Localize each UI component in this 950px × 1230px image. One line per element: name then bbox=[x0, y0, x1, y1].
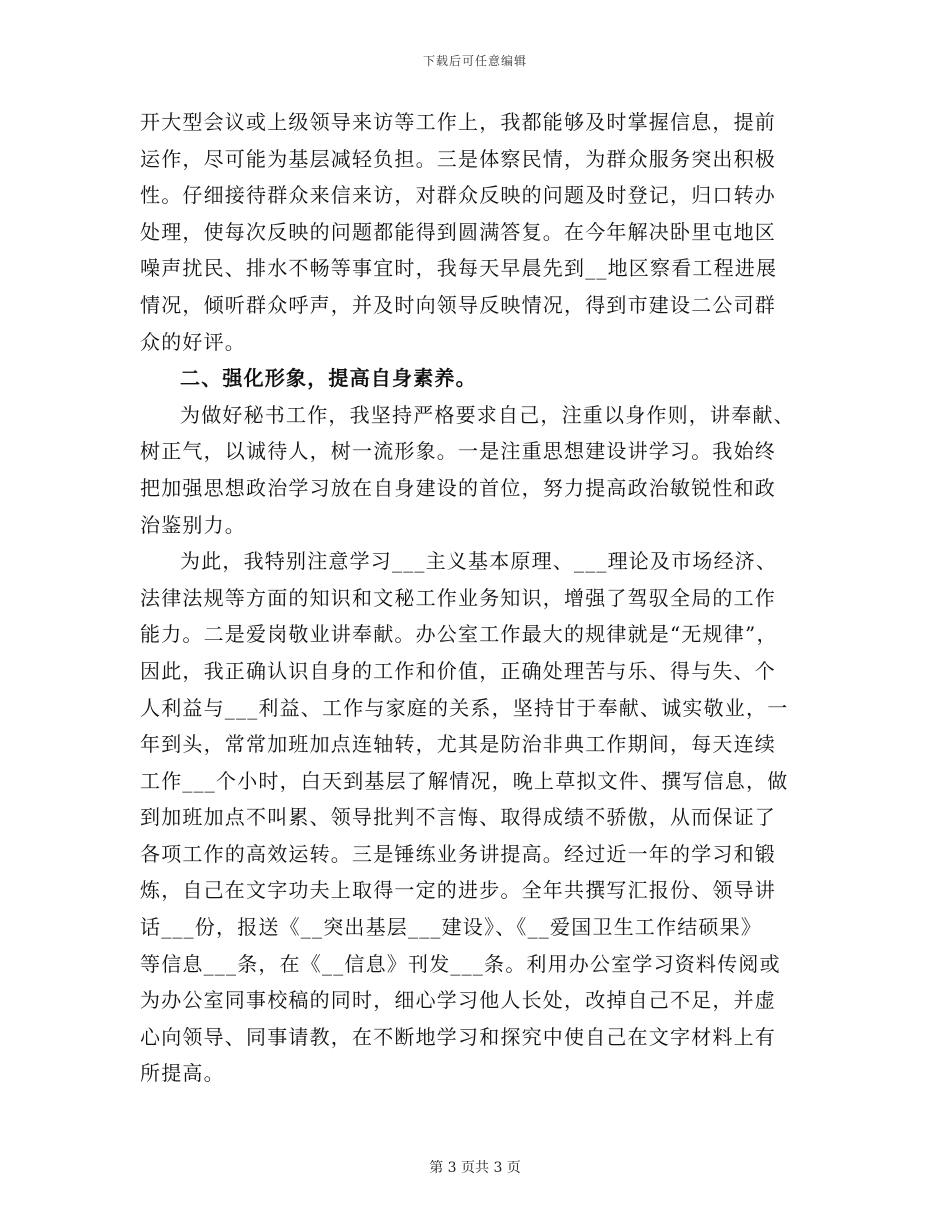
paragraph-line: 众的好评。 bbox=[140, 329, 246, 354]
paragraph-line: 炼，自己在文字功夫上取得一定的进步。全年共撰写汇报份、领导讲 bbox=[140, 878, 776, 903]
paragraph-line: 为办公室同事校稿的同时，细心学习他人长处，改掉自己不足，并虚 bbox=[140, 988, 776, 1013]
paragraph-line: 情况，倾听群众呼声，并及时向领导反映情况，得到市建设二公司群 bbox=[140, 292, 776, 317]
paragraph-line: 心向领导、同事请教，在不断地学习和探究中使自己在文字材料上有 bbox=[140, 1024, 776, 1049]
paragraph-line: 年到头，常常加班加点连轴转，尤其是防治非典工作期间，每天连续 bbox=[140, 732, 776, 757]
paragraph-line: 工作___个小时，白天到基层了解情况，晚上草拟文件、撰写信息，做 bbox=[140, 768, 789, 793]
paragraph-line: 能力。二是爱岗敬业讲奉献。办公室工作最大的规律就是“无规律”， bbox=[140, 622, 778, 647]
paragraph-line: 到加班加点不叫累、领导批判不言悔、取得成绩不骄傲，从而保证了 bbox=[140, 805, 776, 830]
paragraph-line: 所提高。 bbox=[140, 1061, 225, 1086]
page-footer: 第 3 页共 3 页 bbox=[429, 1160, 521, 1176]
paragraph-line: 性。仔细接待群众来信来访，对群众反映的问题及时登记，归口转办 bbox=[140, 183, 776, 208]
paragraph-line: 等信息___条，在《__信息》刊发___条。利用办公室学习资料传阅或 bbox=[140, 951, 781, 976]
paragraph-line: 运作，尽可能为基层减轻负担。三是体察民情，为群众服务突出积极 bbox=[140, 146, 776, 171]
paragraph-line: 因此，我正确认识自身的工作和价值，正确处理苦与乐、得与失、个 bbox=[140, 658, 776, 683]
paragraph-line: 处理，使每次反映的问题都能得到圆满答复。在今年解决卧里屯地区 bbox=[140, 219, 776, 244]
paragraph-line: 树正气，以诚待人，树一流形象。一是注重思想建设讲学习。我始终 bbox=[140, 439, 776, 464]
document-body bbox=[140, 104, 820, 1092]
paragraph-line: 开大型会议或上级领导来访等工作上，我都能够及时掌握信息，提前 bbox=[140, 110, 776, 134]
paragraph-line: 法律法规等方面的知识和文秘工作业务知识，增强了驾驭全局的工作 bbox=[140, 585, 776, 610]
paragraph-line: 话___份，报送《__突出基层___建设》、《__爱国卫生工作结硕果》 bbox=[140, 915, 762, 940]
paragraph-line: 为此，我特别注意学习___主义基本原理、___理论及市场经济、 bbox=[180, 549, 778, 574]
paragraph-line: 人利益与___利益、工作与家庭的关系，坚持甘于奉献、诚实敬业，一 bbox=[140, 695, 789, 720]
paragraph-line: 噪声扰民、排水不畅等事宜时，我每天早晨先到__地区察看工程进展 bbox=[140, 256, 778, 281]
paragraph-line: 治鉴别力。 bbox=[140, 512, 246, 537]
section-heading: 二、强化形象，提高自身素养。 bbox=[180, 366, 477, 391]
page-header: 下载后可任意编辑 bbox=[422, 54, 527, 68]
paragraph-line: 各项工作的高效运转。三是锤练业务讲提高。经过近一年的学习和锻 bbox=[140, 841, 776, 866]
paragraph-line: 把加强思想政治学习放在自身建设的首位，努力提高政治敏锐性和政 bbox=[140, 475, 776, 500]
paragraph-line: 为做好秘书工作，我坚持严格要求自己，注重以身作则，讲奉献、 bbox=[180, 402, 795, 427]
